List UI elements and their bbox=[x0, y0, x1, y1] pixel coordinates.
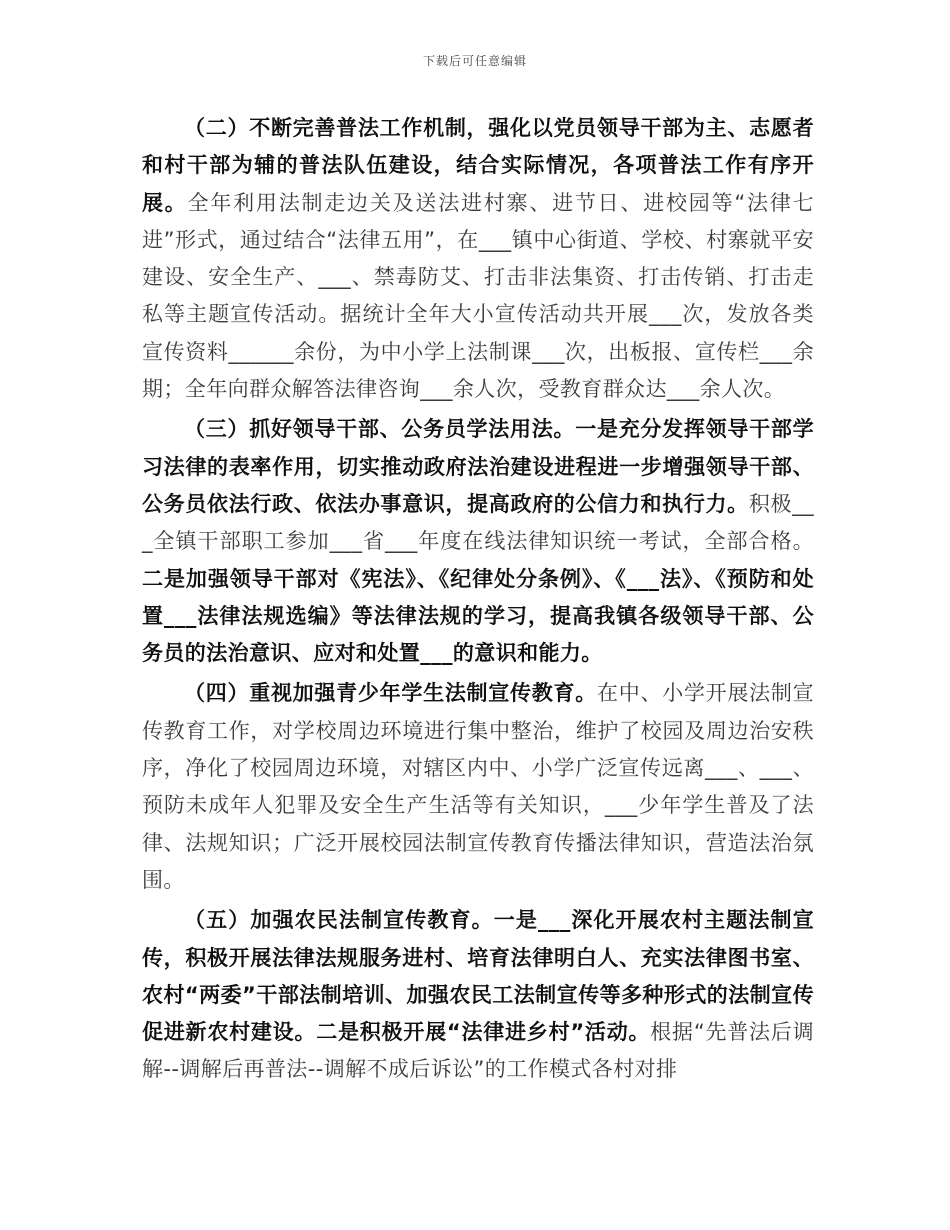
paragraph-2-lead: （二）不断完善普法工作机制，强化以党员领导干部为主、志愿者和村干部为辅的普法队伍建设，结合实际情况，各项普法工作有序开展。 bbox=[142, 116, 814, 215]
paragraph-3-lead: （三）抓好领导干部、公务员学法用法。一是充分发挥领导干部学习法律的表率作用，切实推动政府法治建设进程进一步增强领导干部、公务员依法行政、依法办事意识，提高政府的公信力和执行力。 bbox=[142, 417, 814, 516]
document-body bbox=[142, 110, 814, 1089]
paragraph-5 bbox=[142, 902, 814, 1088]
paragraph-3-body: 积极___全镇干部职工参加___省___年度在线法律知识统一考试，全部合格。 bbox=[142, 491, 814, 554]
paragraph-5-body: 根据“先普法后调解--调解后再普法--调解不成后诉讼”的工作模式各村对排 bbox=[142, 1020, 814, 1082]
page-header: 下载后可任意编辑 bbox=[422, 54, 527, 68]
paragraph-3-lead-2: 二是加强领导干部对《宪法》、《纪律处分条例》、《___法》、《预防和处置___法律法规选编》等法律法规的学习，提高我镇各级领导干部、公务员的法治意识、应对和处置___的意识和能力。 bbox=[142, 566, 814, 666]
paragraph-5-lead: （五）加强农民法制宣传教育。一是___深化开展农村主题法制宣传，积极开展法律法规服务进村、培育法律明白人、充实法律图书室、农村“两委”干部法制培训、加强农民工法制宣传等多种形式的法制宣传促进新农村建设。二是积极开展“法律进乡村”活动。 bbox=[142, 908, 814, 1045]
paragraph-4 bbox=[142, 675, 814, 899]
paragraph-4-body: 在中、小学开展法制宣传教育工作，对学校周边环境进行集中整治，维护了校园及周边治安秩序，净化了校园周边环境，对辖区内中、小学广泛宣传远离___、___、预防未成年人犯罪及安全生产生活等有关知识，___少年学生普及了法律、法规知识；广泛开展校园法制宣传教育传播法律知识，营造法治氛围。 bbox=[142, 681, 815, 892]
paragraph-2-body: 全年利用法制走边关及送法进村寨、进节日、进校园等“法律七进”形式，通过结合“法律五用”，在___镇中心街道、学校、村寨就平安建设、安全生产、___、禁毒防艾、打击非法集资、打击传销、打击走私等主题宣传活动。据统计全年大小宣传活动共开展___次，发放各类宣传资料______余份，为中小学上法制课___次，出板报、宣传栏___余期；全年向群众解答法律咨询___余人次，受教育群众达___余人次。 bbox=[142, 190, 814, 402]
paragraph-2 bbox=[142, 110, 814, 408]
paragraph-4-lead: （四）重视加强青少年学生法制宣传教育。 bbox=[184, 681, 597, 706]
paragraph-3 bbox=[142, 411, 814, 672]
